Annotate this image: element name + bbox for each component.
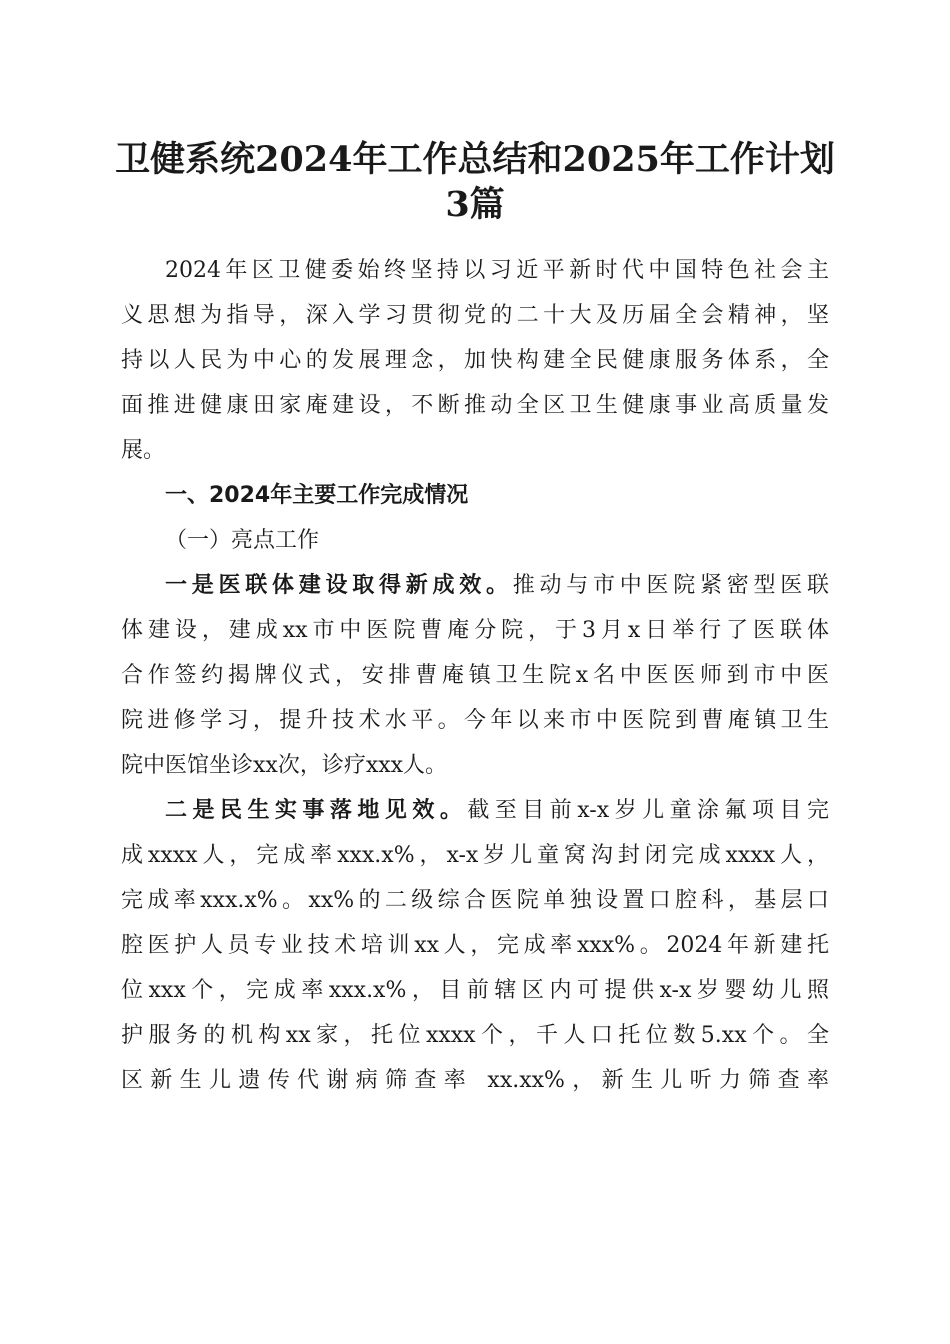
item-2-lead: 二是民生实事落地见效。 [165,798,468,823]
item-1-line-5: 院中医馆坐诊xx次，诊疗xxx人。 [121,753,448,778]
document-title-line-2: 3篇 [445,184,505,225]
item-1-line-3: 合作签约揭牌仪式，安排曹庵镇卫生院x名中医医师到市中医 [121,663,829,688]
intro-line-5: 展。 [121,438,166,463]
item-2-paragraph [121,788,829,1103]
item-1-lead: 一是医联体建设取得新成效。 [165,573,513,598]
item-2-line-6: 护服务的机构xx家，托位xxxx个，千人口托位数5.xx个。全 [121,1023,829,1048]
item-2-line-4: 腔医护人员专业技术培训xx人，完成率xxx%。2024年新建托 [121,933,829,958]
item-2-line-2: 成xxxx人，完成率xxx.x%，x-x岁儿童窝沟封闭完成xxxx人， [121,843,829,868]
intro-paragraph [121,248,829,473]
intro-line-1: 2024年区卫健委始终坚持以习近平新时代中国特色社会主 [165,258,829,283]
intro-line-2: 义思想为指导，深入学习贯彻党的二十大及历届全会精神，坚 [121,303,829,328]
item-1-first-rest: 推动与市中医院紧密型医联 [512,573,829,598]
item-1-line-1 [121,563,829,608]
document-body [121,248,829,1103]
item-2-line-7: 区新生儿遗传代谢病筛查率 xx.xx%，新生儿听力筛查率 [121,1068,829,1093]
item-2-line-5: 位xxx个，完成率xxx.x%，目前辖区内可提供x-x岁婴幼儿照 [121,978,829,1003]
item-2-line-3: 完成率xxx.x%。xx%的二级综合医院单独设置口腔科，基层口 [121,888,829,913]
intro-line-4: 面推进健康田家庵建设，不断推动全区卫生健康事业高质量发 [121,393,829,418]
item-2-first-rest: 截至目前x-x岁儿童涂氟项目完 [467,798,829,823]
item-1-line-4: 院进修学习，提升技术水平。今年以来市中医院到曹庵镇卫生 [121,708,829,733]
section-1-heading: 一、2024年主要工作完成情况 [165,483,469,508]
item-1-line-2: 体建设，建成xx市中医院曹庵分院，于3月x日举行了医联体 [121,618,829,643]
item-2-line-1 [121,788,829,833]
intro-line-3: 持以人民为中心的发展理念，加快构建全民健康服务体系，全 [121,348,829,373]
subsection-1-heading: （一）亮点工作 [165,528,320,553]
document-title-line-1: 卫健系统2024年工作总结和2025年工作计划 [115,139,835,180]
item-1-paragraph [121,563,829,788]
